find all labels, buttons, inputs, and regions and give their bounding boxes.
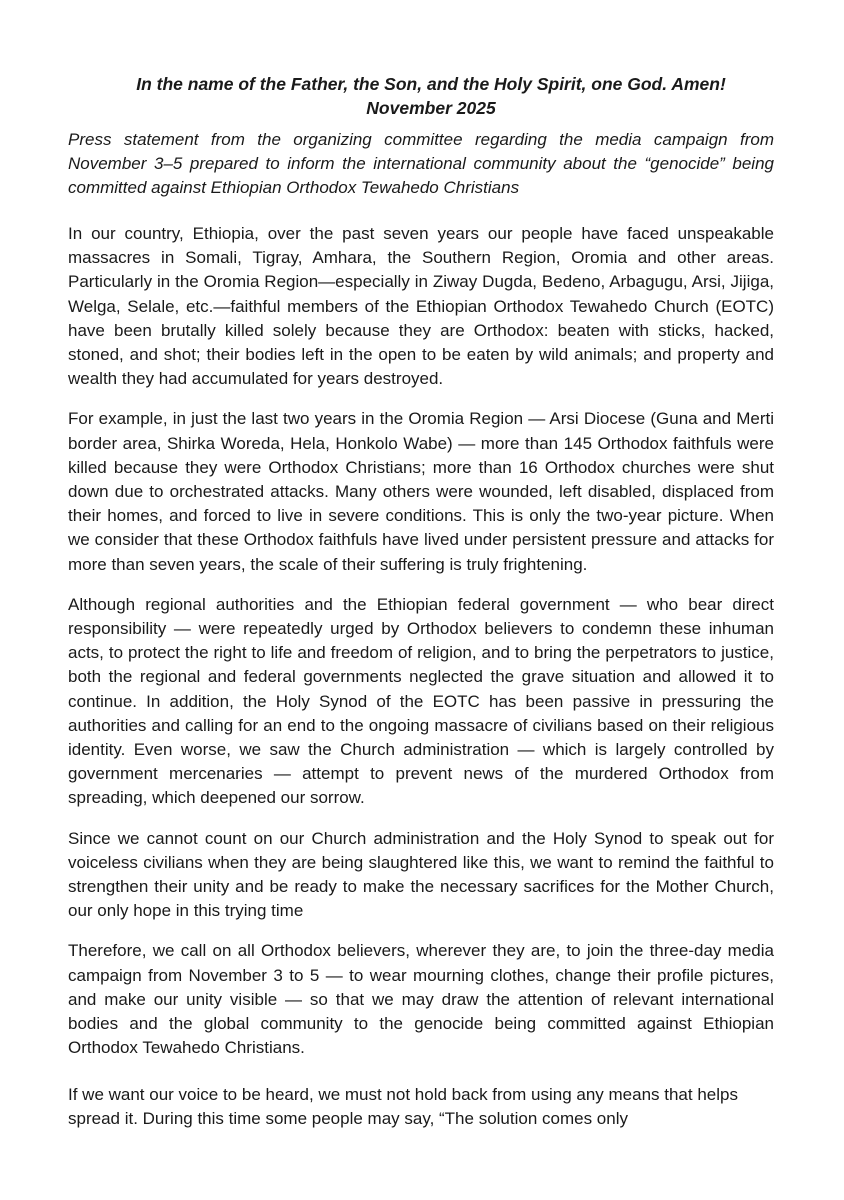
paragraph-call-to-action: Therefore, we call on all Orthodox believers, wherever they are, to join the three-day media campaign from November 3 to 5 — to wear mourning clothes, change their profile pictures, and make our unity visible — so that we may draw the attention of relevant international bodies and the global community to the genocide being committed against Ethiopian Orthodox Tewahedo Christians. [68, 941, 774, 1058]
invocation-heading: In the name of the Father, the Son, and the Holy Spirit, one God. Amen! [136, 74, 726, 94]
paragraph-voice: If we want our voice to be heard, we must not hold back from using any means that helps spread it. During this time some people may say, “The solution comes only [68, 1084, 738, 1128]
paragraph-example: For example, in just the last two years in the Oromia Region — Arsi Diocese (Guna and Merti border area, Shirka Woreda, Hela, Honkolo Wabe) — more than 145 Orthodox faithfuls were killed because they were Orthodox Christians; more than 16 Orthodox churches were shut down due to orchestrated attacks. Many others were wounded, left disabled, displaced from their homes, and forced to live in severe conditions. This is only the two-year picture. When we consider that these Orthodox faithfuls have lived under persistent pressure and attacks for more than seven years, the scale of their suffering is truly frightening. [68, 409, 774, 574]
press-statement-page [68, 72, 774, 1131]
paragraph-massacres: In our country, Ethiopia, over the past seven years our people have faced unspeakable massacres in Somali, Tigray, Amhara, the Southern Region, Oromia and other areas. Particularly in the Oromia Region—especially in Ziway Dugda, Bedeno, Arbagugu, Arsi, Jijiga, Welga, Selale, etc.—faithful members of the Ethiopian Orthodox Tewahedo Church (EOTC) have been brutally killed solely because they are Orthodox: beaten with sticks, hacked, stoned, and shot; their bodies left in the open to be eaten by wild animals; and property and wealth they had accumulated for years destroyed. [68, 224, 774, 389]
date-heading: November 2025 [366, 98, 496, 118]
paragraph-authorities: Although regional authorities and the Ethiopian federal government — who bear direct responsibility — were repeatedly urged by Orthodox believers to condemn these inhuman acts, to protect the right to life and freedom of religion, and to bring the perpetrators to justice, both the regional and federal governments neglected the grave situation and allowed it to continue. In addition, the Holy Synod of the EOTC has been passive in pressuring the authorities and calling for an end to the ongoing massacre of civilians based on their religious identity. Even worse, we saw the Church administration — which is largely controlled by government mercenaries — attempt to prevent news of the murdered Orthodox from spreading, which deepened our sorrow. [68, 594, 774, 808]
statement-subtitle: Press statement from the organizing committee regarding the media campaign from November 3–5 prepared to inform the international community about the “genocide” being committed against Ethiopian Orthodox Tewahedo Christians [68, 130, 774, 197]
paragraph-unity: Since we cannot count on our Church administration and the Holy Synod to speak out for voiceless civilians when they are being slaughtered like this, we want to remind the faithful to strengthen their unity and be ready to make the necessary sacrifices for the Mother Church, our only hope in this trying time [68, 828, 774, 921]
